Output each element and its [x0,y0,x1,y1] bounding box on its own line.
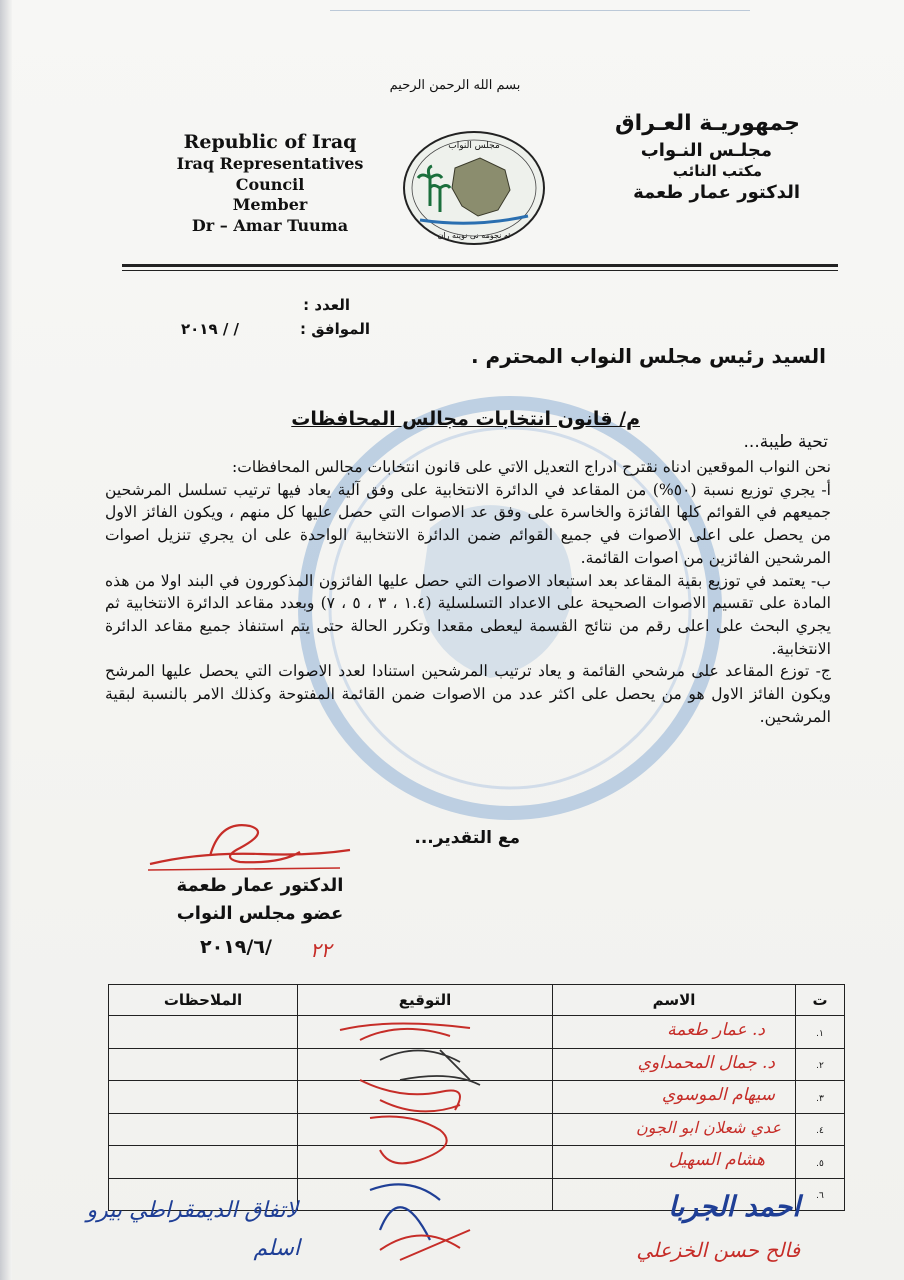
body-intro: نحن النواب الموقعين ادناه نقترح ادراج التعديل الاتي على قانون انتخابات مجالس المحافظات: [231,458,831,476]
row-number: ٥. [816,1158,824,1169]
header-english-council: Iraq Representatives Council [176,154,364,194]
signer-block [170,872,350,928]
row-name: سيهام الموسوي [661,1085,775,1105]
header-arabic-name: الدكتور عمار طعمة [633,182,800,204]
addressee: السيد رئيس مجلس النواب المحترم . [470,344,826,368]
signer-title: عضو مجلس النواب [176,902,344,924]
date-label: الموافق : [300,320,370,338]
signed-date-printed: ٢٠١٩/٦/ [200,936,272,958]
logo-top-text: مجلس النواب [448,141,500,151]
body-clause-c: ج- توزع المقاعد على مرشحي القائمة و يعاد ترتيب المرشحين استنادا لعدد الاصوات التي يحصل عليها المرشح ويكون الفائز الاول هو من يحصل على اكثر عدد من الاصوات ضمن القائمة المفتوحة وكذلك الامر بالنسبة لبقية المرشحين. [105,662,831,726]
table-header-row [109,985,845,1016]
table-row [109,1048,845,1081]
row-signature [298,1081,553,1114]
header-english-name: Dr – Amar Tuuma [191,215,349,235]
scan-edge-shadow [0,0,12,1280]
note-bottom-left-line1: لاتفاق الديمقراطي بيرو [86,1198,298,1223]
row-notes [109,1081,298,1114]
date-value: ٢٠١٩ / / [180,320,240,338]
row-name: د. جمال المحمداوي [637,1052,775,1073]
table-row [109,1113,845,1146]
header-notes: الملاحظات [109,985,298,1016]
row-name: هشام السهيل [668,1150,765,1170]
header-rule-thin [122,270,838,271]
header-arabic-country: جمهوريـة العـراق [614,111,800,136]
row-notes [109,1113,298,1146]
row-number: ٦. [816,1191,824,1202]
header-name: الاسم [553,985,796,1016]
header-english [150,130,390,236]
row-signature [298,1016,553,1049]
signatories-table [108,984,845,1211]
note-bottom-left-line2: اسلم [253,1236,300,1261]
row-signature [298,1113,553,1146]
row-signature [298,1146,553,1179]
row-name: د. عمار طعمة [667,1020,765,1040]
table-row [109,1146,845,1179]
header-arabic [590,110,800,205]
row-number: ٤. [816,1126,824,1137]
header-rule-thick [122,264,838,267]
body-clause-a: أ- يجري توزيع نسبة (٥٠%) من المقاعد في الدائرة الانتخابية على وفق آلية يعاد فيها ترتيب تسلسل المرشحين جميعهم في القوائم كلها الفائزة والخاسرة على وفق عد الاصوات التي حصل عليها كل منهم ، ويكون الفائز الاول من يحصل على اعلى الاصوات في جميع القوائم ضمن الدائرة الانتخابية الواحدة على ان يجري تنزيل اصوات المرشحين الفائزين من اصوات القائمة. [105,480,831,567]
row-notes [109,1048,298,1081]
basmala: بسم الله الرحمن الرحيم [389,78,521,93]
row-number: ١. [816,1028,824,1039]
signed-date-handwritten: ٢٢ [310,938,332,962]
number-label: العدد : [303,296,350,314]
row-signature [298,1178,553,1211]
letter-body [105,456,831,728]
signed-date [190,934,360,964]
row-notes [109,1146,298,1179]
header-signature: التوقيع [298,985,553,1016]
greeting: تحية طيبة... [743,432,828,452]
logo-bottom-text: ئه نجومه نى نوينه ران [437,231,511,240]
row-name: عدي شعلان ابو الجون [636,1117,781,1137]
header-arabic-council: مجلـس النـواب [640,139,772,161]
subject-line: م/ قانون انتخابات مجالس المحافظات [291,408,640,430]
scan-top-line [330,10,750,11]
council-logo [400,128,548,248]
header-english-role: Member [232,195,308,215]
header-arabic-office: مكتب النائب [672,161,762,180]
note-bottom-center: فالح حسن الخزعلي [636,1238,800,1262]
table-row [109,1081,845,1114]
note-bottom-right: احمد الجربا [668,1190,800,1223]
row-number: ٢. [816,1061,824,1072]
row-number: ٣. [816,1093,824,1104]
table-row [109,1016,845,1049]
row-notes [109,1016,298,1049]
closing: مع التقدير... [414,828,520,848]
header-english-country: Republic of Iraq [183,131,357,153]
body-clause-b: ب- يعتمد في توزيع بقية المقاعد بعد استبعاد الاصوات التي حصل عليها الفائزون المذكورون في البند اولا من هذه المادة على تقسيم الاصوات الصحيحة على الاعداد التسلسلية (١.٤ ، ٣ ، ٥ ، ٧) وبعدد مقاعد الدائرة الانتخابية ثم يجري البحث على اعلى رقم من نتائج القسمة ليعطى مقعدا وتكرر الحالة حتى يتم استنفاذ جميع مقاعد الدائرة الانتخابية. [105,571,831,658]
header-number: ت [796,985,845,1016]
row-signature [298,1048,553,1081]
signer-name: الدكتور عمار طعمة [176,875,344,896]
